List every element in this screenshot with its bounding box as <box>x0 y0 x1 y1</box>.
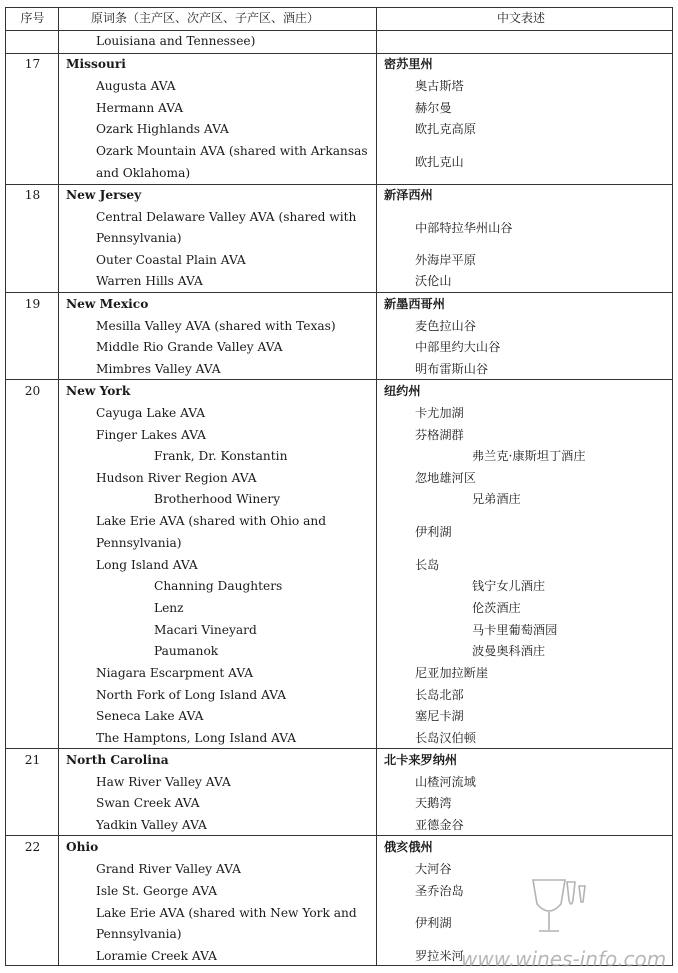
state-name: Missouri <box>66 57 126 71</box>
table-border-right <box>672 7 673 965</box>
header-entry: 原词条（主产区、次产区、子产区、酒庄） <box>91 11 320 25</box>
ava-name: Middle Rio Grande Valley AVA <box>96 340 283 354</box>
ava-name: Grand River Valley AVA <box>96 862 241 876</box>
continued-text: Louisiana and Tennessee) <box>96 34 256 48</box>
ava-name: Isle St. George AVA <box>96 884 218 898</box>
ava-name-cn: 圣乔治岛 <box>415 884 464 898</box>
state-name: New Jersey <box>66 188 142 202</box>
state-name-cn: 新泽西州 <box>384 188 433 202</box>
state-name-cn: 俄亥俄州 <box>384 840 433 854</box>
ava-name-line2: Pennsylvania) <box>96 927 182 941</box>
ava-name-cn: 亚德金谷 <box>415 818 464 832</box>
table-top-border <box>5 7 673 8</box>
winery-name: Macari Vineyard <box>154 623 257 637</box>
wine-glass-icon <box>533 880 585 931</box>
ava-name-cn: 长岛北部 <box>415 688 464 702</box>
ava-name-cn: 长岛 <box>415 558 440 572</box>
header-num: 序号 <box>20 11 45 25</box>
winery-name: Paumanok <box>154 644 219 658</box>
ava-name: Ozark Highlands AVA <box>96 122 229 136</box>
ava-name-cn: 卡尤加湖 <box>415 406 464 420</box>
ava-name-cn: 欧扎克山 <box>415 155 464 169</box>
winery-name-cn: 兄弟酒庄 <box>472 492 521 506</box>
ava-name-cn: 尼亚加拉断崖 <box>415 666 489 680</box>
ava-name-cn: 伊利湖 <box>415 916 452 930</box>
ava-name: Finger Lakes AVA <box>96 428 206 442</box>
ava-name-line1: Ozark Mountain AVA (shared with Arkansas <box>96 144 368 158</box>
winery-name-cn: 马卡里葡萄酒园 <box>472 623 558 637</box>
ava-name-line1: Central Delaware Valley AVA (shared with <box>96 210 357 224</box>
row-divider-21 <box>5 748 673 749</box>
winery-name-cn: 伦茨酒庄 <box>472 601 521 615</box>
ava-name-line1: Lake Erie AVA (shared with New York and <box>96 906 357 920</box>
watermark-text: www.wines-info.com <box>461 947 667 970</box>
ava-name: Niagara Escarpment AVA <box>96 666 254 680</box>
ava-name: Mimbres Valley AVA <box>96 362 221 376</box>
row-number: 18 <box>24 188 41 202</box>
ava-name-cn: 山楂河流域 <box>415 775 476 789</box>
row-number: 19 <box>24 297 41 311</box>
state-name-cn: 密苏里州 <box>384 57 433 71</box>
ava-name: Hermann AVA <box>96 101 184 115</box>
row-number: 17 <box>24 57 41 71</box>
state-name: North Carolina <box>66 753 169 767</box>
state-name: New York <box>66 384 131 398</box>
ava-name: Long Island AVA <box>96 558 198 572</box>
row-divider-19 <box>5 292 673 293</box>
ava-name-cn: 欧扎克高原 <box>415 122 476 136</box>
ava-name: Outer Coastal Plain AVA <box>96 253 246 267</box>
ava-name-cn: 中部特拉华州山谷 <box>415 221 513 235</box>
ava-name: Yadkin Valley AVA <box>96 818 207 832</box>
winery-name-cn: 钱宁女儿酒庄 <box>472 579 546 593</box>
ava-name-cn: 明布雷斯山谷 <box>415 362 489 376</box>
header-cn: 中文表述 <box>497 11 546 25</box>
ava-name-cn: 罗拉米河 <box>415 949 464 963</box>
ava-name-line1: Lake Erie AVA (shared with Ohio and <box>96 514 327 528</box>
winery-name-cn: 波曼奥科酒庄 <box>472 644 546 658</box>
table-border-left <box>5 7 6 965</box>
winery-name-cn: 弗兰克·康斯坦丁酒庄 <box>472 449 586 463</box>
row-divider-18 <box>5 184 673 185</box>
ava-name: Warren Hills AVA <box>96 274 203 288</box>
winery-name: Channing Daughters <box>154 579 283 593</box>
ava-name-cn: 赫尔曼 <box>415 101 452 115</box>
ava-name: North Fork of Long Island AVA <box>96 688 287 702</box>
ava-name-cn: 中部里约大山谷 <box>415 340 501 354</box>
ava-name: Augusta AVA <box>96 79 176 93</box>
ava-name-line2: Pennsylvania) <box>96 536 182 550</box>
row-number: 22 <box>24 840 41 854</box>
header-bottom-border <box>5 30 673 31</box>
row-divider-22 <box>5 835 673 836</box>
ava-name: Seneca Lake AVA <box>96 709 204 723</box>
ava-name-cn: 伊利湖 <box>415 525 452 539</box>
ava-name-cn: 麦色拉山谷 <box>415 319 476 333</box>
winery-name: Frank, Dr. Konstantin <box>154 449 288 463</box>
row-divider-20 <box>5 379 673 380</box>
row-number: 21 <box>24 753 41 767</box>
ava-name: Mesilla Valley AVA (shared with Texas) <box>96 319 336 333</box>
state-name: New Mexico <box>66 297 149 311</box>
winery-name: Lenz <box>154 601 184 615</box>
ava-name: Loramie Creek AVA <box>96 949 217 963</box>
ava-name-cn: 芬格湖群 <box>415 428 464 442</box>
ava-name-line2: and Oklahoma) <box>96 166 191 180</box>
watermark-logo <box>455 878 675 970</box>
row-divider-17 <box>5 53 673 54</box>
winery-name: Brotherhood Winery <box>154 492 281 506</box>
ava-name-cn: 忽地雄河区 <box>415 471 476 485</box>
ava-name-cn: 外海岸平原 <box>415 253 476 267</box>
column-divider-2 <box>376 7 377 965</box>
ava-name: Cayuga Lake AVA <box>96 406 206 420</box>
ava-name-cn: 长岛汉伯顿 <box>415 731 476 745</box>
ava-name-cn: 塞尼卡湖 <box>415 709 464 723</box>
ava-name: Haw River Valley AVA <box>96 775 231 789</box>
ava-name-cn: 天鹅湾 <box>415 796 452 810</box>
row-number: 20 <box>24 384 41 398</box>
ava-name: Hudson River Region AVA <box>96 471 257 485</box>
state-name-cn: 纽约州 <box>384 384 421 398</box>
ava-name-line2: Pennsylvania) <box>96 231 182 245</box>
ava-name: Swan Creek AVA <box>96 796 200 810</box>
ava-name: The Hamptons, Long Island AVA <box>96 731 297 745</box>
state-name-cn: 北卡来罗纳州 <box>384 753 458 767</box>
state-name: Ohio <box>66 840 99 854</box>
ava-name-cn: 沃伦山 <box>415 274 452 288</box>
ava-name-cn: 大河谷 <box>415 862 452 876</box>
column-divider-1 <box>58 7 59 965</box>
ava-name-cn: 奥古斯塔 <box>415 79 464 93</box>
state-name-cn: 新墨西哥州 <box>384 297 445 311</box>
